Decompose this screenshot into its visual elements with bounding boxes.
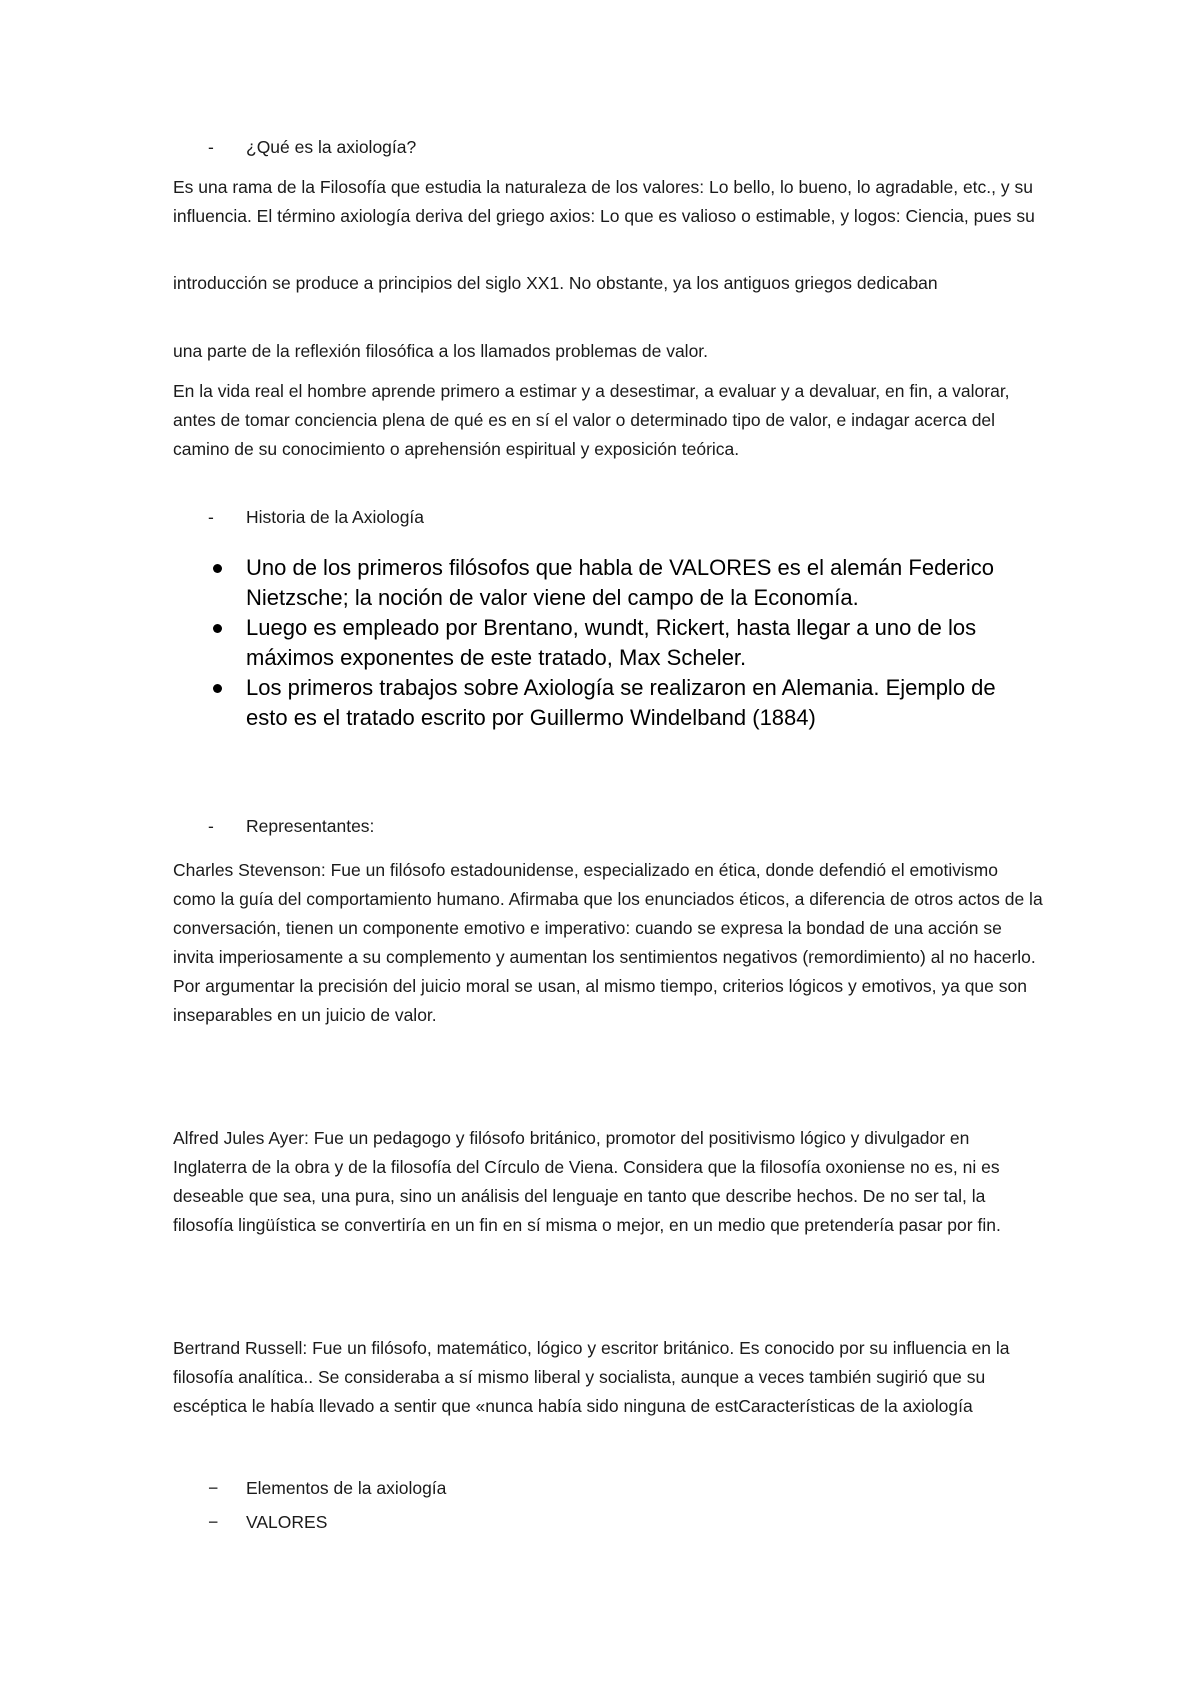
bullet-item: Luego es empleado por Brentano, wundt, Rickert, hasta llegar a uno de los máximos exponentes de este tratado, Max Scheler. (173, 613, 1033, 673)
paragraph-vida-real: En la vida real el hombre aprende primero a estimar y a desestimar, a evaluar y a devaluar, en fin, a valorar, antes de tomar conciencia plena de qué es en sí el valor o determinado tipo de valor, e indagar acerca del camino de su conocimiento o aprehensión espiritual y exposición teórica. (173, 381, 1010, 459)
paragraph-definicion: Es una rama de la Filosofía que estudia la naturaleza de los valores: Lo bello, lo bueno, lo agradable, etc., y su influencia. El término axiología deriva del griego axios: Lo que es valioso o estimable, y logos: Ciencia, pues su (173, 177, 1035, 226)
list-item-text: Historia de la Axiología (246, 507, 425, 527)
bullet-dot-icon (213, 684, 222, 693)
bullet-dot-icon (213, 564, 222, 573)
history-bullet-list (173, 553, 1033, 733)
dash-marker: − (208, 1512, 219, 1532)
bullet-item: Los primeros trabajos sobre Axiología se realizaron en Alemania. Ejemplo de esto es el tratado escrito por Guillermo Windelband (1884) (173, 673, 1033, 733)
paragraph-introduccion: introducción se produce a principios del siglo XX1. No obstante, ya los antiguos griegos dedicaban (173, 273, 938, 293)
paragraph-reflexion: una parte de la reflexión filosófica a los llamados problemas de valor. (173, 341, 709, 361)
list-item-text: Representantes: (246, 816, 375, 836)
list-item-text: VALORES (246, 1512, 328, 1532)
bullet-dot-icon (213, 624, 222, 633)
paragraph-stevenson: Charles Stevenson: Fue un filósofo estadounidense, especializado en ética, donde defendió el emotivismo como la guía del comportamiento humano. Afirmaba que los enunciados éticos, a diferencia de otros actos de la conversación, tienen un componente emotivo e imperativo: cuando se expresa la bondad de una acción se invita imperiosamente a su complemento y aumentan los sentimientos negativos (remordimiento) al no hacerlo. Por argumentar la precisión del juicio moral se usan, al mismo tiempo, criterios lógicos y emotivos, ya que son inseparables en un juicio de valor. (173, 860, 1043, 1025)
dash-marker: − (208, 1478, 219, 1498)
dash-marker: - (208, 816, 214, 836)
dash-marker: - (208, 507, 214, 527)
list-item-text: ¿Qué es la axiología? (246, 137, 417, 157)
paragraph-russell: Bertrand Russell: Fue un filósofo, matemático, lógico y escritor británico. Es conocido por su influencia en la filosofía analítica.. Se consideraba a sí mismo liberal y socialista, aunque a veces también sugirió que su escéptica le había llevado a sentir que «nunca había sido ninguna de estCaracterísticas de la axiología (173, 1338, 1010, 1416)
paragraph-ayer: Alfred Jules Ayer: Fue un pedagogo y filósofo británico, promotor del positivismo lógico y divulgador en Inglaterra de la obra y de la filosofía del Círculo de Viena. Considera que la filosofía oxoniense no es, ni es deseable que sea, una pura, sino un análisis del lenguaje en tanto que describe hechos. De no ser tal, la filosofía lingüística se convertiría en un fin en sí misma o mejor, en un medio que pretendería pasar por fin. (173, 1128, 1001, 1235)
dash-marker: - (208, 137, 214, 157)
bullet-item: Uno de los primeros filósofos que habla de VALORES es el alemán Federico Nietzsche; la noción de valor viene del campo de la Economía. (173, 553, 1033, 613)
list-item-text: Elementos de la axiología (246, 1478, 447, 1498)
